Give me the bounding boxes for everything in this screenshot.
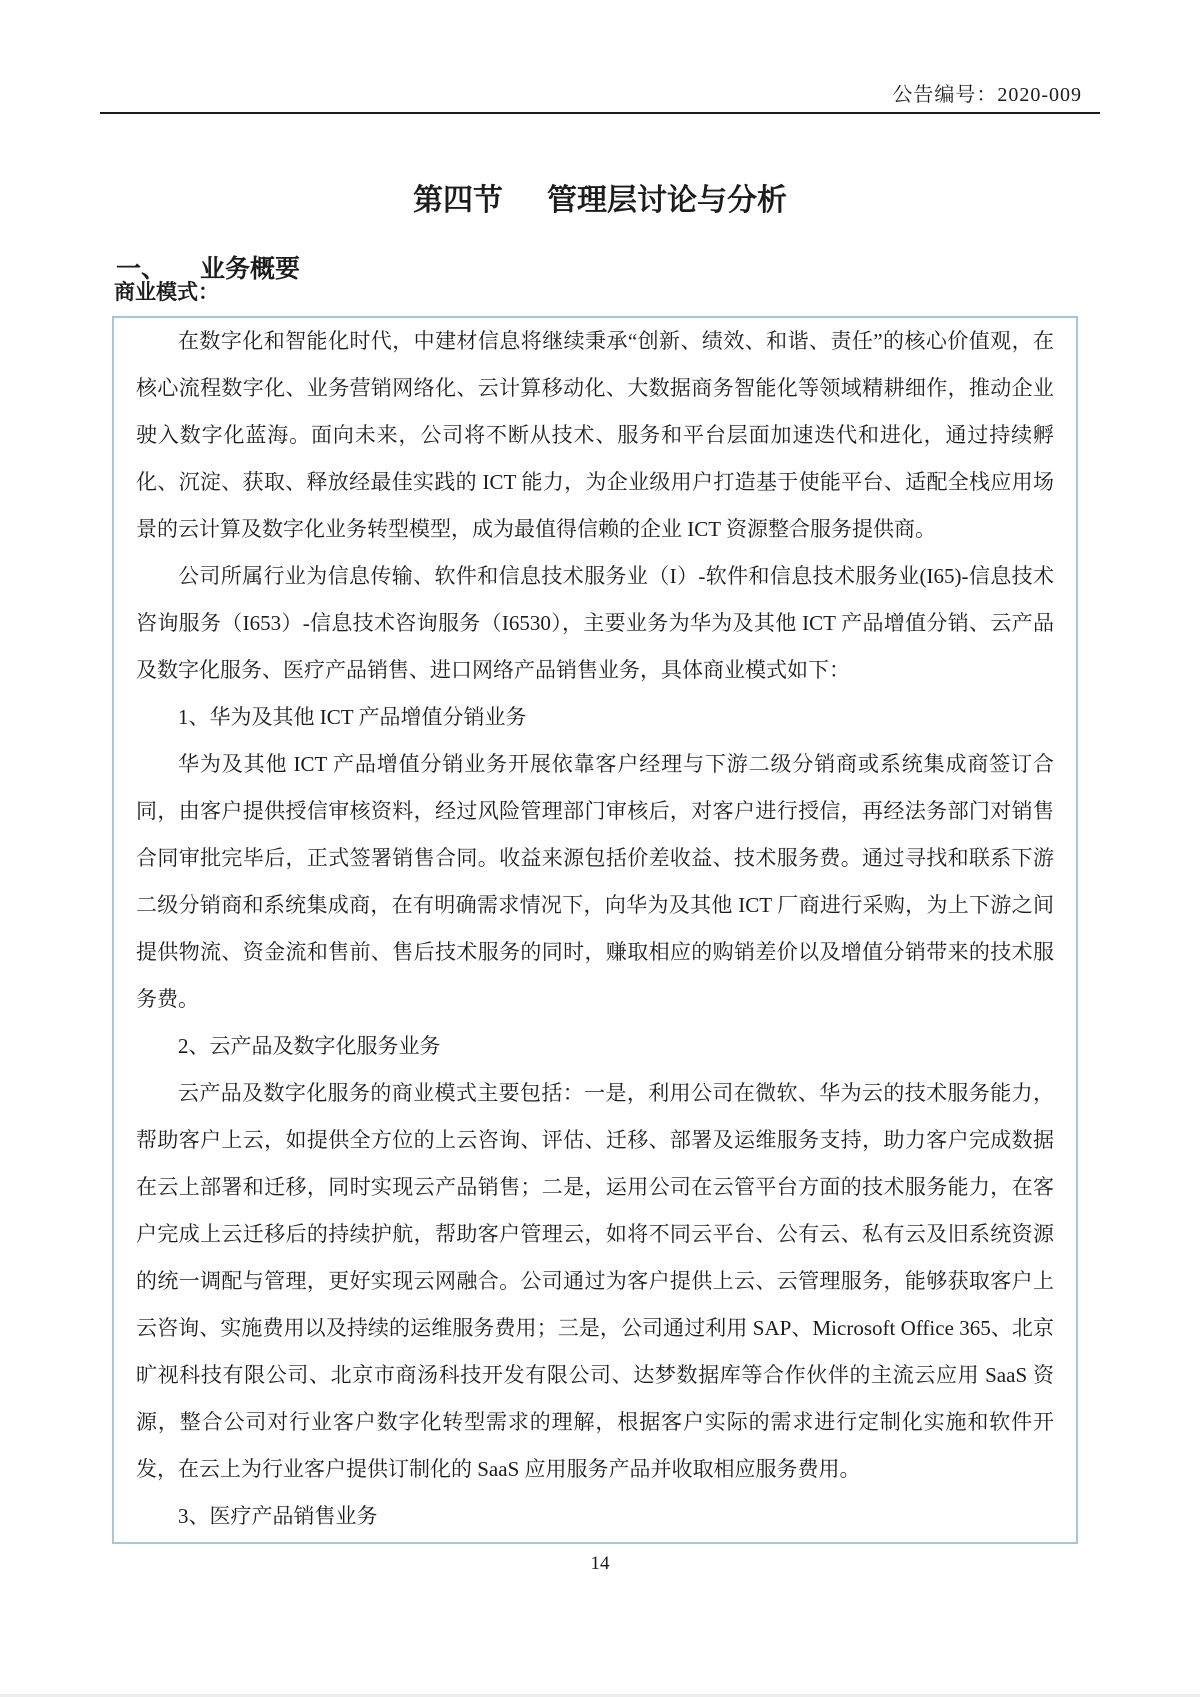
para-item3-heading: 3、医疗产品销售业务 xyxy=(178,1504,378,1528)
para-item3-body xyxy=(136,1540,1054,1544)
para-industry-classification: 公司所属行业为信息传输、软件和信息技术服务业（I）-软件和信息技术服务业(I65)-信息技术咨询服务（I653）-信息技术咨询服务（I6530），主要业务为华为及其他 ICT 产品增值分销、云产品及数字化服务、医疗产品销售、进口网络产品销售业务，具体商业模式如下： xyxy=(136,564,1054,682)
section-number: 一、 xyxy=(116,254,167,283)
para-core-values: 在数字化和智能化时代，中建材信息将继续秉承“创新、绩效、和谐、责任”的核心价值观，在核心流程数字化、业务营销网络化、云计算移动化、大数据商务智能化等领域精耕细作，推动企业驶入数字化蓝海。面向未来，公司将不断从技术、服务和平台层面加速迭代和进化，通过持续孵化、沉淀、获取、释放经最佳实践的 ICT 能力，为企业级用户打造基于使能平台、适配全栈应用场景的云计算及数字化业务转型模型，成为最值得信赖的企业 ICT 资源整合服务提供商。 xyxy=(136,329,1054,541)
para-item2-body: 云产品及数字化服务的商业模式主要包括：一是，利用公司在微软、华为云的技术服务能力，帮助客户上云，如提供全方位的上云咨询、评估、迁移、部署及运维服务支持，助力客户完成数据在云上部署和迁移，同时实现云产品销售；二是，运用公司在云管平台方面的技术服务能力，在客户完成上云迁移后的持续护航，帮助客户管理云，如将不同云平台、公有云、私有云及旧系统资源的统一调配与管理，更好实现云网融合。公司通过为客户提供上云、云管理服务，能够获取客户上云咨询、实施费用以及持续的运维服务费用；三是，公司通过利用 SAP、Microsoft Office 365、北京旷视科技有限公司、北京市商汤科技开发有限公司、达梦数据库等合作伙伴的主流云应用 SaaS 资源，整合公司对行业客户数字化转型需求的理解，根据客户实际的需求进行定制化实施和软件开发，在云上为行业客户提供订制化的 SaaS 应用服务产品并收取相应服务费用。 xyxy=(136,1081,1054,1481)
business-model-text-box xyxy=(112,316,1078,1544)
chapter-title-text: 管理层讨论与分析 xyxy=(547,184,787,218)
chapter-number: 第四节 xyxy=(413,184,503,218)
page-number: 14 xyxy=(590,1553,610,1574)
para-item1-body: 华为及其他 ICT 产品增值分销业务开展依靠客户经理与下游二级分销商或系统集成商签订合同，由客户提供授信审核资料，经过风险管理部门审核后，对客户进行授信，再经法务部门对销售合同审批完毕后，正式签署销售合同。收益来源包括价差收益、技术服务费。通过寻找和联系下游二级分销商和系统集成商，在有明确需求情况下，向华为及其他 ICT 厂商进行采购，为上下游之间提供物流、资金流和售前、售后技术服务的同时，赚取相应的购销差价以及增值分销带来的技术服务费。 xyxy=(136,752,1054,1011)
para-item2-heading: 2、云产品及数字化服务业务 xyxy=(178,1034,441,1058)
chapter-title xyxy=(0,183,1200,219)
announcement-number: 公告编号：2020-009 xyxy=(892,84,1082,106)
header-divider xyxy=(100,112,1100,114)
business-model-label: 商业模式： xyxy=(114,281,219,304)
section-heading-text: 业务概要 xyxy=(200,254,301,283)
para-item1-heading: 1、华为及其他 ICT 产品增值分销业务 xyxy=(178,705,527,729)
